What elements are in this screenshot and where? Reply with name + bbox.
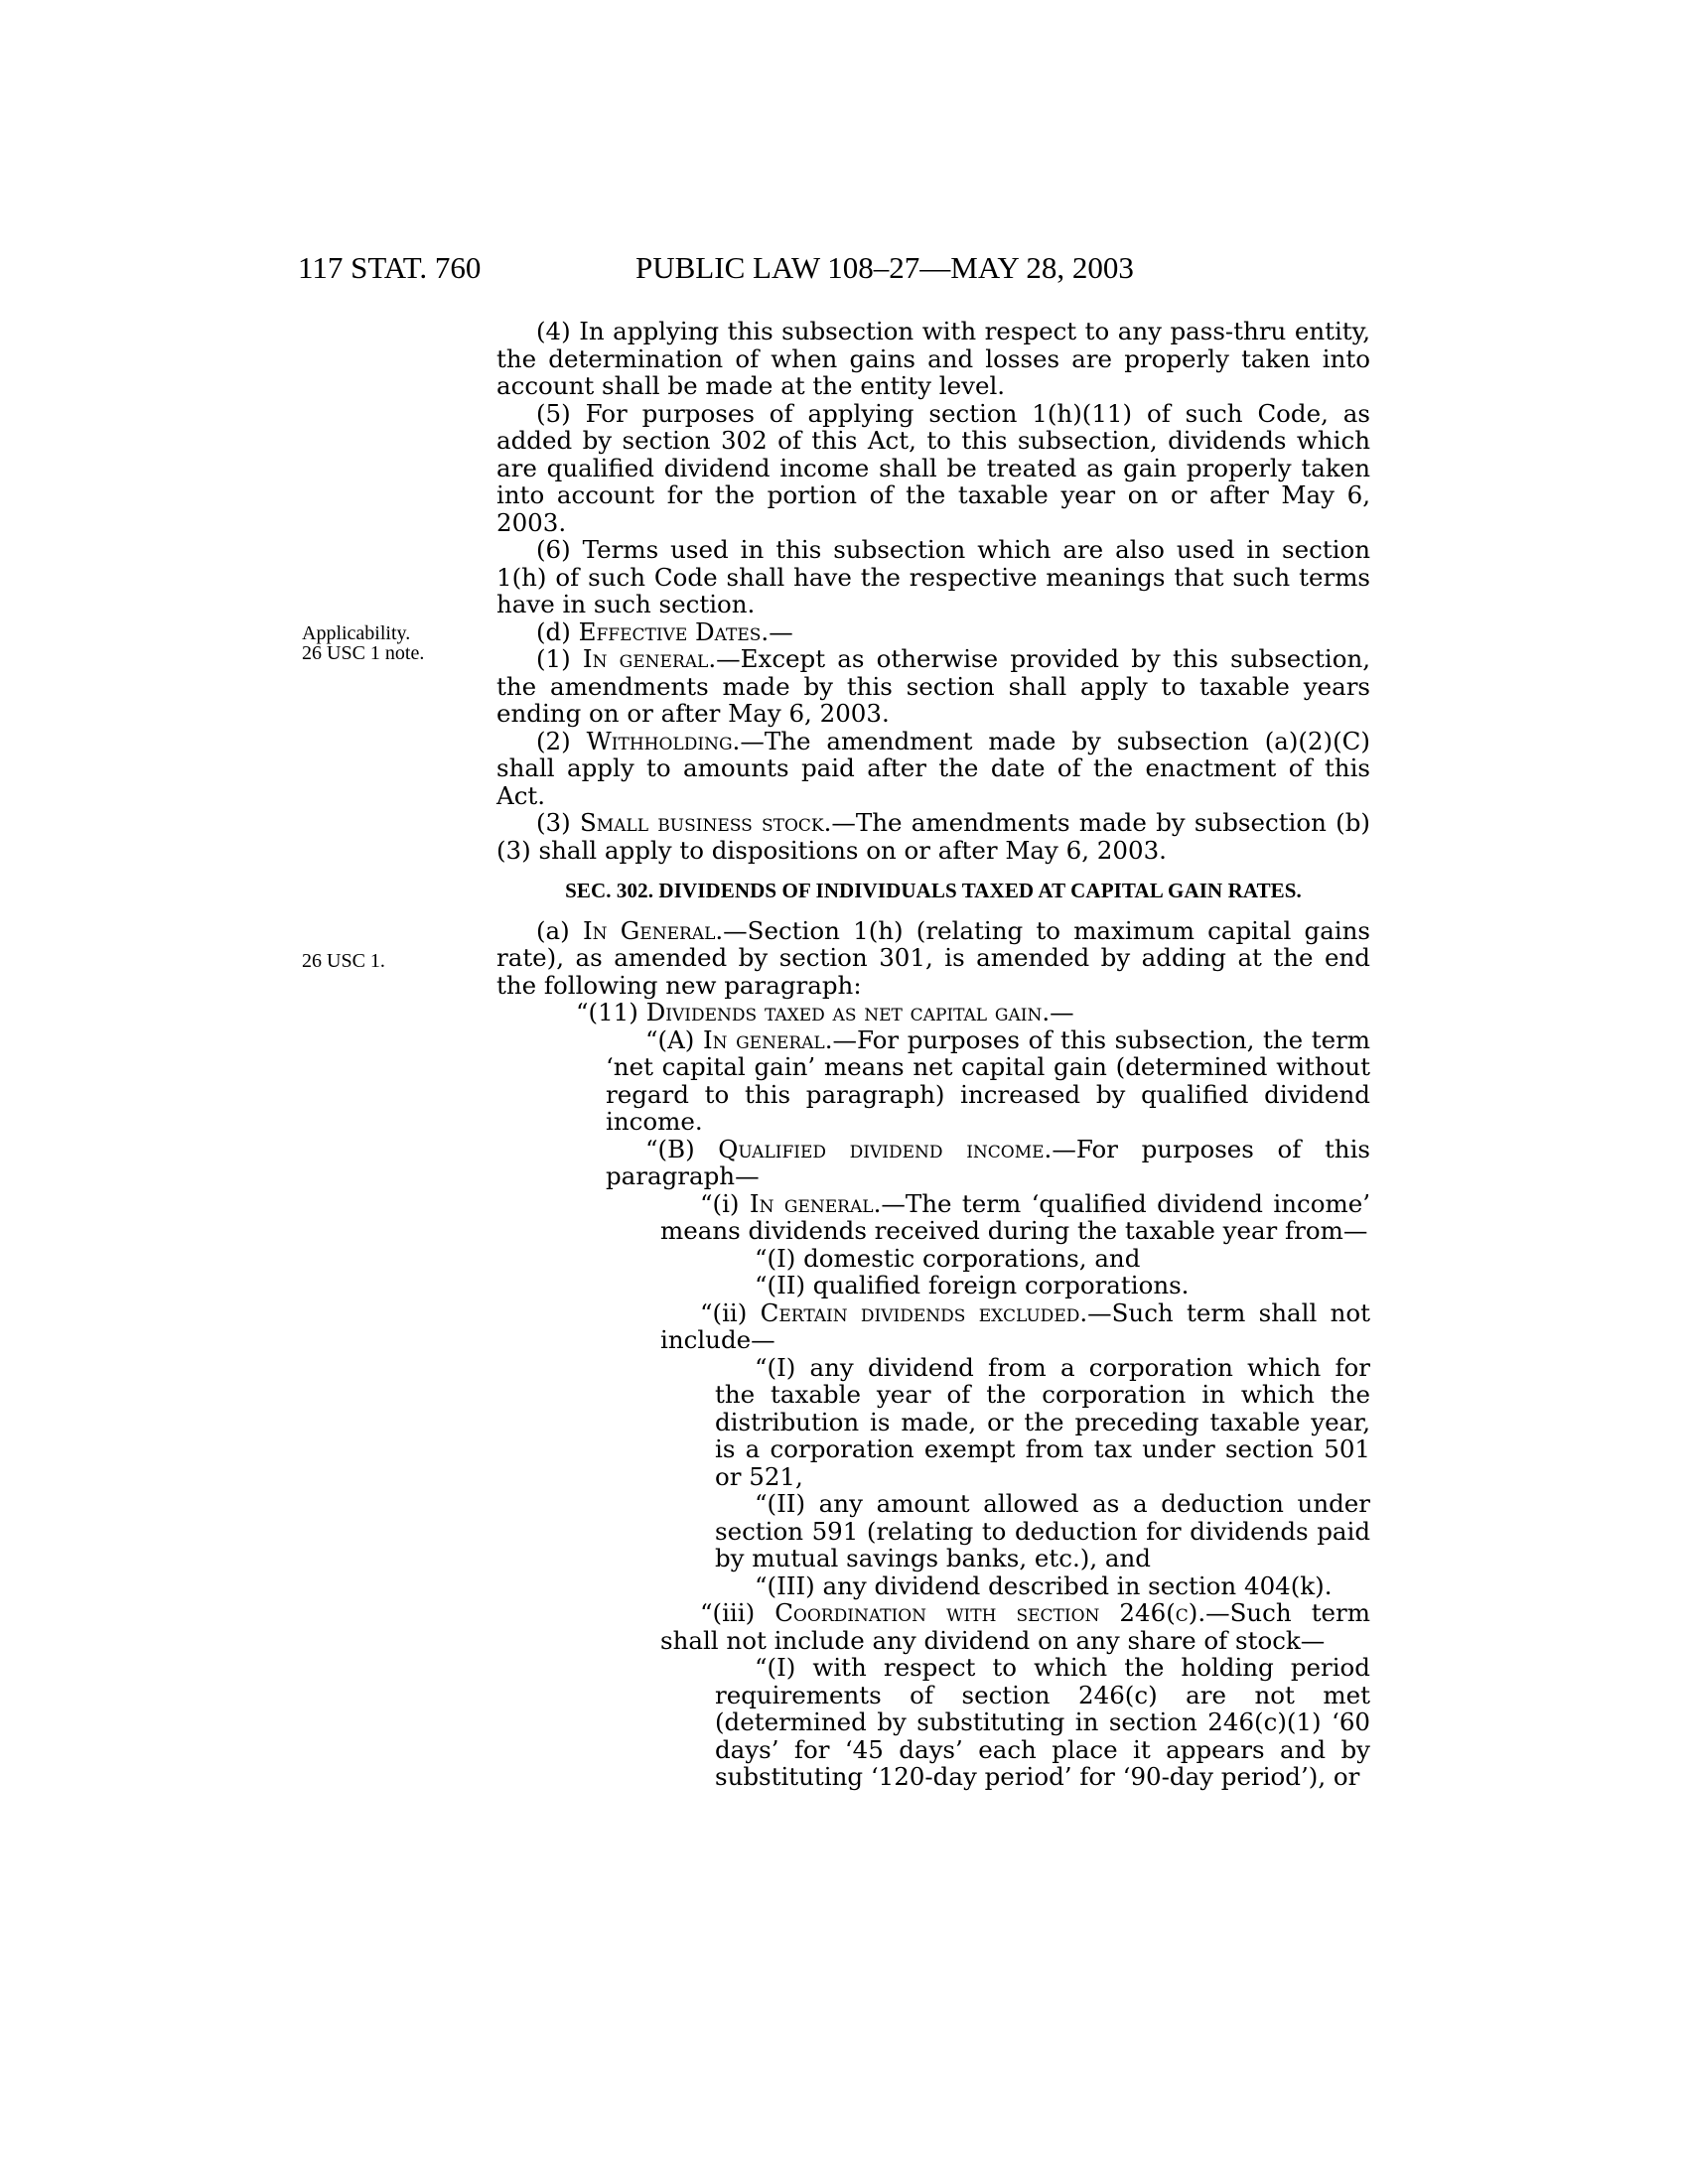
subsection-d-1: (1) In general.—Except as otherwise provided by this subsection, the amendments made by this section shall apply to taxable years ending on or after May 6, 2003.	[496, 644, 1371, 728]
clause-iii-subclause-I: “(I) with respect to which the holding period requirements of section 246(c) are not met (determined by substituting in section 246(c)(1) ‘60 days’ for ‘45 days’ each place it appears and by substituting ‘120-day period’ for ‘90-day period’), or	[715, 1653, 1370, 1791]
stat-page-number: 117 STAT. 760	[298, 250, 482, 285]
paragraph-5: (5) For purposes of applying section 1(h)(11) of such Code, as added by section 302 of this Act, to this subsection, dividends which are qualified dividend income shall be treated as gain properly taken into account for the portion of the taxable year on or after May 6, 2003.	[496, 398, 1370, 537]
clause-ii-subclause-II: “(II) any amount allowed as a deduction under section 591 (relating to deduction for dividends paid by mutual savings banks, etc.), and	[715, 1489, 1370, 1572]
clause-i-subclause-I: “(I) domestic corporations, and	[755, 1243, 1141, 1273]
margin-note-usc: 26 USC 1.	[302, 950, 385, 972]
clause-i: “(i) In general.—The term ‘qualified dividend income’ means dividends received during the taxable year from—	[660, 1188, 1371, 1245]
subsection-d-2: (2) Withholding.—The amendment made by subsection (a)(2)(C) shall apply to amounts paid after the date of the enactment of this Act.	[496, 726, 1370, 810]
subsection-a: (a) In General.—Section 1(h) (relating to maximum capital gains rate), as amended by section 301, is amended by adding at the end the following new paragraph:	[496, 915, 1370, 1000]
usc-note-reference: 26 USC 1 note.	[302, 642, 425, 664]
subsection-d-heading: (d) Effective Dates.—	[536, 616, 793, 646]
paragraph-11-heading: “(11) Dividends taxed as net capital gain.—	[576, 998, 1074, 1026]
subparagraph-A: “(A) In general.—For purposes of this subsection, the term ‘net capital gain’ means net capital gain (determined without regard to this paragraph) increased by qualified dividend income.	[606, 1024, 1371, 1136]
running-header	[298, 250, 1370, 290]
public-law-title: PUBLIC LAW 108–27—MAY 28, 2003	[635, 250, 1134, 285]
clause-i-subclause-II: “(II) qualified foreign corporations.	[755, 1271, 1190, 1299]
document-body	[496, 318, 1370, 1791]
subsection-d-3: (3) Small business stock.—The amendments made by subsection (b)(3) shall apply to dispositions on or after May 6, 2003.	[496, 808, 1370, 865]
paragraph-4: (4) In applying this subsection with respect to any pass-thru entity, the determination of when gains and losses are properly taken into account shall be made at the entity level.	[496, 317, 1370, 400]
subparagraph-B: “(B) Qualified dividend income.—For purposes of this paragraph—	[606, 1134, 1370, 1190]
applicability-label: Applicability.	[302, 622, 411, 644]
clause-ii: “(ii) Certain dividends excluded.—Such term shall not include—	[660, 1297, 1370, 1354]
clause-iii: “(iii) Coordination with section 246(c).—Such term shall not include any dividend on any share of stock—	[660, 1598, 1371, 1655]
margin-note-applicability	[302, 623, 424, 663]
section-302-heading: SEC. 302. DIVIDENDS OF INDIVIDUALS TAXED AT CAPITAL GAIN RATES.	[565, 879, 1302, 902]
clause-ii-subclause-III: “(III) any dividend described in section 404(k).	[755, 1570, 1333, 1600]
paragraph-6: (6) Terms used in this subsection which are also used in section 1(h) of such Code shall have the respective meanings that such terms have in such section.	[496, 535, 1370, 618]
clause-ii-subclause-I: “(I) any dividend from a corporation which for the taxable year of the corporation in which the distribution is made, or the preceding taxable year, is a corporation exempt from tax under section 501 or 521,	[715, 1352, 1370, 1491]
